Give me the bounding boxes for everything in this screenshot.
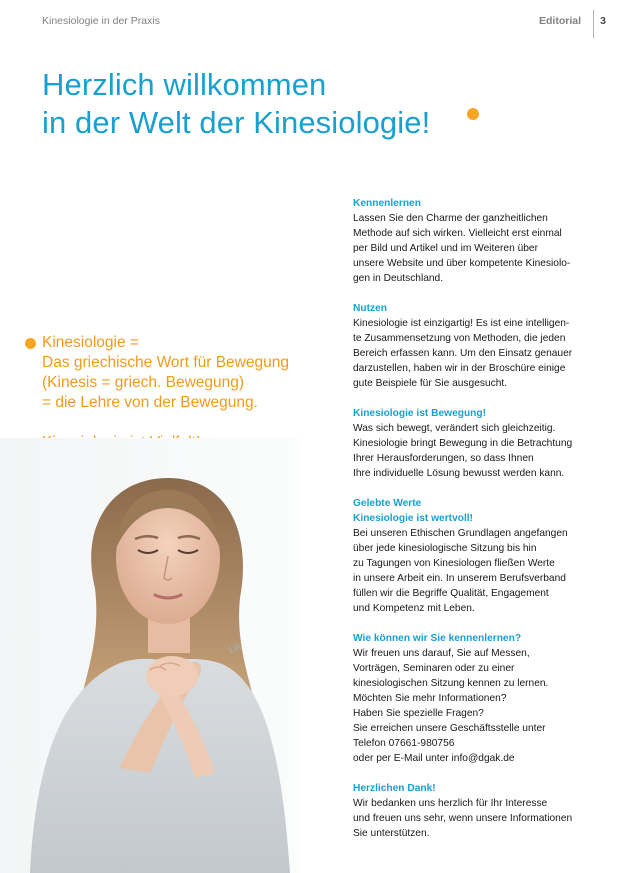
body-line: Möchten Sie mehr Informationen? (353, 693, 507, 704)
headline-bullet-dot-icon (467, 108, 479, 120)
headline-line-2: in der Welt der Kinesiologie! (42, 105, 431, 140)
body-line: Wir freuen uns darauf, Sie auf Messen, (353, 648, 530, 659)
section-bewegung (353, 406, 608, 481)
portrait-photo (0, 438, 300, 873)
body-line: gute Beispiele für Sie ausgesucht. (353, 378, 508, 389)
page-title (42, 66, 430, 142)
email-line: oder per E-Mail unter info@dgak.de (353, 753, 515, 764)
body-line: füllen wir die Begriffe Qualität, Engagement (353, 588, 549, 599)
section-tag: Editorial (538, 15, 581, 27)
section-kontakt (353, 631, 608, 766)
body-line: in unsere Arbeit ein. In unserem Berufsverband (353, 573, 566, 584)
section-heading: Herzlichen Dank! (353, 783, 436, 794)
section-kennenlernen (353, 196, 608, 286)
body-line: Haben Sie spezielle Fragen? (353, 708, 484, 719)
body-line: kinesiologischen Sitzung kennen zu lernen. (353, 678, 549, 689)
page-number: 3 (600, 15, 606, 27)
body-line: Was sich bewegt, verändert sich gleichzeitig. (353, 423, 556, 434)
text-column (353, 196, 608, 856)
svg-text:Lili: Lili (227, 642, 243, 656)
section-heading: Kennenlernen (353, 198, 421, 209)
body-line: Kinesiologie bringt Bewegung in die Betrachtung (353, 438, 573, 449)
body-line: Ihre individuelle Lösung bewusst werden kann. (353, 468, 565, 479)
section-nutzen (353, 301, 608, 391)
body-line: gen in Deutschland. (353, 273, 444, 284)
section-subheading: Kinesiologie ist wertvoll! (353, 513, 474, 524)
body-line: Ihrer Herausforderungen, so dass Ihnen (353, 453, 534, 464)
section-heading: Nutzen (353, 303, 387, 314)
quote-line: (Kinesis = griech. Bewegung) (42, 374, 245, 391)
body-line: unsere Website und über kompetente Kinesiolo- (353, 258, 571, 269)
body-line: te Zusammensetzung von Methoden, die jeden (353, 333, 566, 344)
body-line: Kinesiologie ist einzigartig! Es ist eine intelligen- (353, 318, 570, 329)
body-line: Bei unseren Ethischen Grundlagen angefangen (353, 528, 568, 539)
body-line: und Kompetenz mit Leben. (353, 603, 475, 614)
quote-line: Das griechische Wort für Bewegung (42, 354, 289, 371)
body-line: Methode auf sich wirken. Vielleicht erst einmal (353, 228, 562, 239)
section-heading: Gelebte Werte (353, 498, 422, 509)
headline-line-1: Herzlich willkommen (42, 67, 327, 102)
section-dank (353, 781, 608, 841)
section-heading: Wie können wir Sie kennenlernen? (353, 633, 522, 644)
pull-quote (42, 333, 289, 453)
body-line: Sie unterstützen. (353, 828, 430, 839)
section-werte (353, 496, 608, 616)
running-head: Kinesiologie in der Praxis (42, 15, 160, 27)
body-line: Wir bedanken uns herzlich für Ihr Interesse (353, 798, 548, 809)
body-line: über jede kinesiologische Sitzung bis hin (353, 543, 537, 554)
page-divider (593, 10, 594, 38)
body-line: Bereich erfassen kann. Um den Einsatz genauer (353, 348, 573, 359)
body-line: Sie erreichen unsere Geschäftsstelle unter (353, 723, 546, 734)
body-line: per Bild und Artikel und im Weiteren über (353, 243, 538, 254)
section-heading: Kinesiologie ist Bewegung! (353, 408, 487, 419)
body-line: darzustellen, haben wir in der Broschüre einige (353, 363, 566, 374)
body-line: zu Tagungen von Kinesiologen fließen Werte (353, 558, 555, 569)
phone-number: Telefon 07661-980756 (353, 738, 455, 749)
body-line: Lassen Sie den Charme der ganzheitlichen (353, 213, 548, 224)
quote-bullet-dot-icon (25, 338, 36, 349)
body-line: und freuen uns sehr, wenn unsere Informationen (353, 813, 573, 824)
body-line: Vorträgen, Seminaren oder zu einer (353, 663, 515, 674)
quote-line: = die Lehre von der Bewegung. (42, 394, 258, 411)
quote-line: Kinesiologie = (42, 334, 139, 351)
